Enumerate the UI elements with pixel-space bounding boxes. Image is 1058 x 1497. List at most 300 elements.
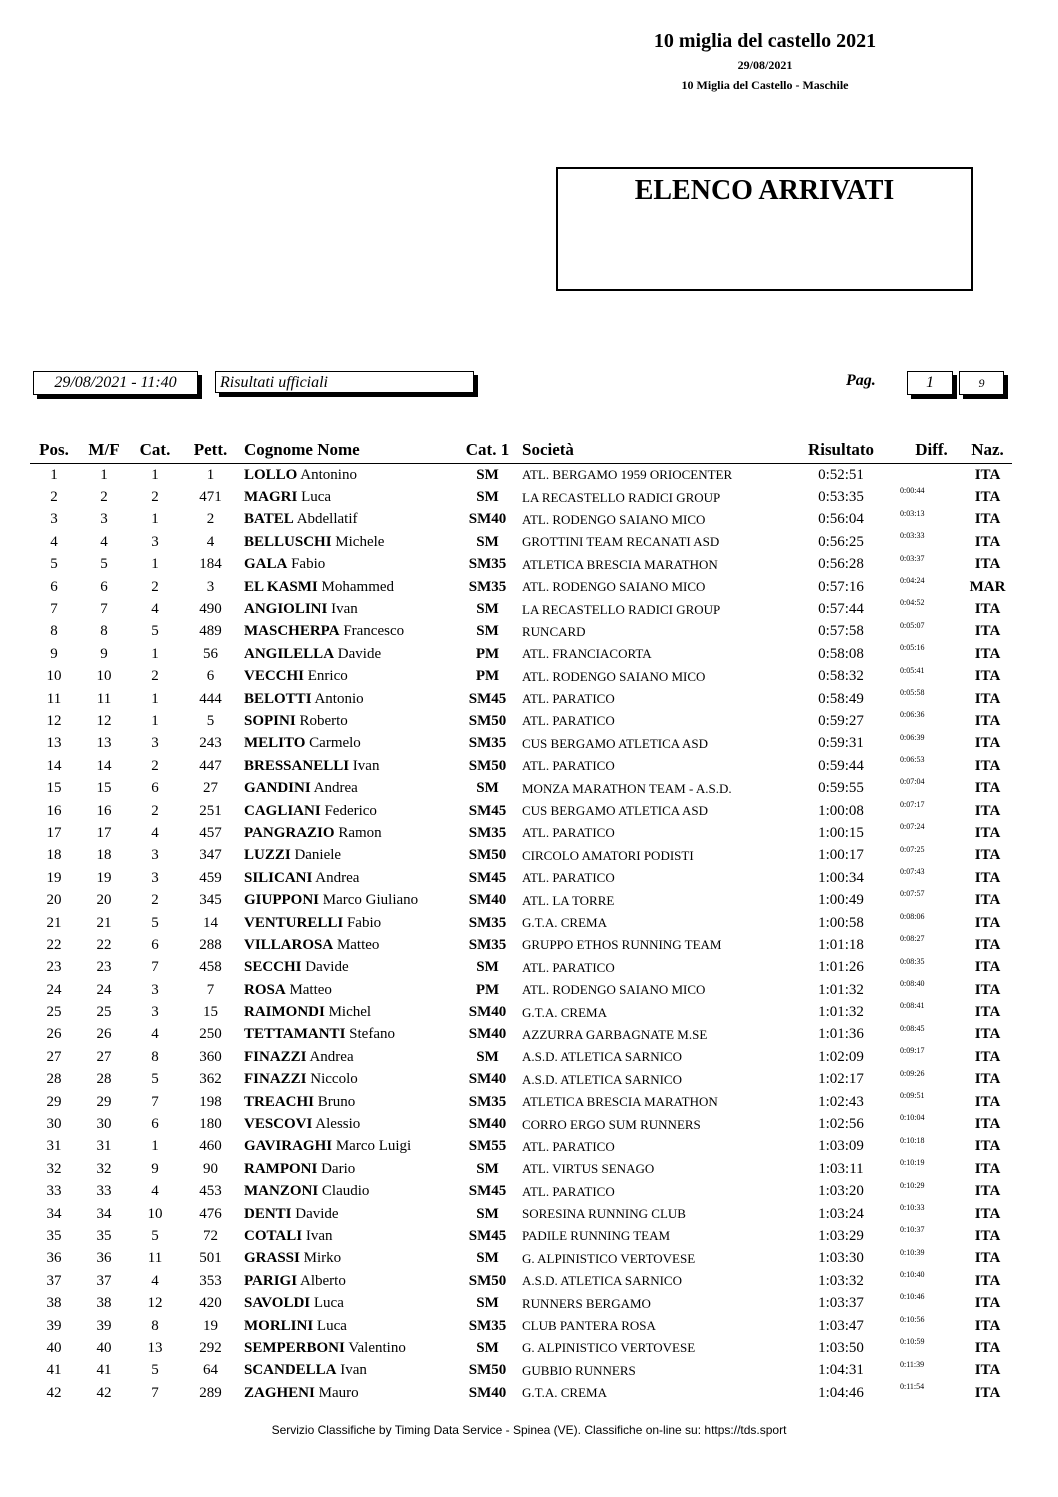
cell-mf: 37 bbox=[96, 1272, 112, 1289]
cell-mf: 34 bbox=[96, 1205, 112, 1222]
cell-cat1: SM50 bbox=[468, 1362, 507, 1379]
cell-pos: 6 bbox=[50, 578, 58, 595]
cell-cat: 2 bbox=[151, 802, 159, 819]
cell-diff: 0:06:53 bbox=[900, 755, 925, 765]
cell-society: ATL. LA TORRE bbox=[522, 892, 615, 908]
first-name: Dario bbox=[321, 1160, 356, 1177]
first-name: Niccolo bbox=[310, 1071, 358, 1088]
table-row bbox=[30, 1001, 1012, 1023]
cell-cat: 13 bbox=[147, 1339, 163, 1356]
cell-cat: 2 bbox=[151, 892, 159, 909]
first-name: Alberto bbox=[300, 1272, 346, 1289]
cell-naz: ITA bbox=[974, 668, 1001, 685]
cell-cat: 3 bbox=[151, 735, 159, 752]
cell-diff: 0:07:04 bbox=[900, 777, 925, 787]
cell-name bbox=[241, 1337, 453, 1359]
cell-diff: 0:10:40 bbox=[900, 1270, 925, 1280]
cell-cat1: SM bbox=[476, 533, 499, 550]
cell-naz: ITA bbox=[974, 936, 1001, 953]
cell-pett: 501 bbox=[199, 1250, 222, 1267]
cell-diff: 0:03:13 bbox=[900, 508, 925, 518]
datetime-box: 29/08/2021 - 11:40 bbox=[33, 371, 198, 395]
cell-mf: 11 bbox=[96, 690, 112, 707]
cell-result: 0:56:04 bbox=[818, 511, 864, 528]
cell-pett: 292 bbox=[199, 1339, 222, 1356]
first-name: Ivan bbox=[305, 1227, 333, 1244]
table-row bbox=[30, 1069, 1012, 1091]
table-row bbox=[30, 889, 1012, 911]
cell-society: CLUB PANTERA ROSA bbox=[522, 1318, 656, 1334]
cell-pos: 22 bbox=[46, 936, 62, 953]
cell-pett: 2 bbox=[206, 511, 215, 528]
table-row bbox=[30, 688, 1012, 710]
cell-result: 1:04:31 bbox=[818, 1362, 864, 1379]
cell-result: 1:02:17 bbox=[818, 1071, 864, 1088]
cell-pett: 490 bbox=[199, 601, 222, 618]
cell-cat1: SM40 bbox=[468, 892, 507, 909]
cell-naz: MAR bbox=[969, 578, 1006, 595]
surname: GIUPPONI bbox=[244, 892, 319, 909]
first-name: Abdellatif bbox=[296, 511, 358, 528]
cell-society: A.S.D. ATLETICA SARNICO bbox=[522, 1273, 682, 1289]
cell-name bbox=[241, 889, 453, 911]
first-name: Luca bbox=[316, 1317, 347, 1334]
cell-society: GROTTINI TEAM RECANATI ASD bbox=[522, 534, 720, 550]
surname: PARIGI bbox=[244, 1272, 298, 1289]
cell-pett: 347 bbox=[199, 847, 222, 864]
cell-result: 0:58:32 bbox=[818, 668, 864, 685]
cell-name bbox=[241, 1158, 453, 1180]
cell-pett: 72 bbox=[203, 1227, 218, 1244]
cell-name bbox=[241, 733, 453, 755]
cell-diff: 0:07:57 bbox=[900, 889, 925, 899]
cell-name bbox=[241, 598, 453, 620]
cell-name bbox=[241, 822, 453, 844]
surname: ROSA bbox=[244, 981, 286, 998]
cell-mf: 12 bbox=[96, 712, 112, 729]
cell-society: ATL. PARATICO bbox=[522, 1138, 615, 1154]
table-row bbox=[30, 979, 1012, 1001]
cell-naz: ITA bbox=[974, 1362, 1001, 1379]
race-date: 29/08/2021 bbox=[737, 58, 793, 72]
first-name: Bruno bbox=[317, 1093, 356, 1110]
table-row bbox=[30, 464, 1012, 487]
cell-result: 1:03:29 bbox=[818, 1227, 864, 1244]
cell-cat1: SM35 bbox=[468, 936, 507, 953]
cell-pos: 8 bbox=[50, 623, 58, 640]
cell-cat1: SM35 bbox=[468, 1317, 507, 1334]
cell-result: 1:00:49 bbox=[818, 892, 864, 909]
cell-pos: 17 bbox=[46, 824, 62, 841]
cell-pos: 31 bbox=[46, 1138, 62, 1155]
first-name: Andrea bbox=[315, 869, 360, 886]
surname: MORLINI bbox=[244, 1317, 314, 1334]
surname: VESCOVI bbox=[244, 1116, 313, 1133]
first-name: Alessio bbox=[315, 1116, 361, 1133]
col-pett: Pett. bbox=[180, 436, 241, 464]
cell-cat1: SM50 bbox=[468, 757, 507, 774]
cell-cat: 1 bbox=[151, 511, 159, 528]
cell-mf: 28 bbox=[96, 1071, 112, 1088]
cell-diff: 0:03:33 bbox=[900, 531, 925, 541]
cell-diff: 0:05:07 bbox=[900, 620, 925, 630]
cell-result: 1:00:17 bbox=[818, 847, 864, 864]
cell-pos: 4 bbox=[50, 533, 58, 550]
col-naz: Naz. bbox=[963, 436, 1012, 464]
cell-pos: 5 bbox=[50, 556, 58, 573]
cell-pett: 251 bbox=[199, 802, 222, 819]
cell-diff bbox=[900, 464, 963, 487]
cell-name bbox=[241, 1315, 453, 1337]
cell-cat: 2 bbox=[151, 757, 159, 774]
table-row bbox=[30, 957, 1012, 979]
cell-name bbox=[241, 867, 453, 889]
cell-naz: ITA bbox=[974, 780, 1001, 797]
table-row bbox=[30, 1315, 1012, 1337]
cell-cat1: SM40 bbox=[468, 1026, 507, 1043]
cell-cat: 5 bbox=[151, 914, 159, 931]
cell-cat1: SM45 bbox=[468, 1183, 507, 1200]
cell-society: ATL. PARATICO bbox=[522, 825, 615, 841]
cell-cat: 1 bbox=[151, 645, 159, 662]
cell-pett: 3 bbox=[206, 578, 215, 595]
results-header-row bbox=[30, 436, 1012, 464]
cell-naz: ITA bbox=[974, 757, 1001, 774]
surname: LOLLO bbox=[244, 466, 298, 483]
cell-diff: 0:10:46 bbox=[900, 1292, 925, 1302]
first-name: Enrico bbox=[307, 668, 348, 685]
cell-pett: 459 bbox=[199, 869, 222, 886]
cell-diff: 0:10:39 bbox=[900, 1247, 925, 1257]
cell-pett: 243 bbox=[199, 735, 222, 752]
cell-mf: 38 bbox=[96, 1295, 112, 1312]
cell-society: G.T.A. CREMA bbox=[522, 1004, 607, 1020]
first-name: Matteo bbox=[289, 981, 332, 998]
cell-cat: 4 bbox=[151, 601, 159, 618]
cell-name bbox=[241, 1024, 453, 1046]
cell-mf: 3 bbox=[100, 511, 108, 528]
col-name: Cognome Nome bbox=[241, 436, 453, 464]
cell-naz: ITA bbox=[974, 511, 1001, 528]
first-name: Antonino bbox=[300, 466, 357, 483]
cell-result: 1:00:15 bbox=[818, 824, 864, 841]
first-name: Ivan bbox=[340, 1362, 367, 1379]
cell-naz: ITA bbox=[974, 712, 1001, 729]
surname: PANGRAZIO bbox=[244, 824, 335, 841]
table-row bbox=[30, 554, 1012, 576]
cell-diff: 0:06:36 bbox=[900, 710, 925, 720]
list-title: ELENCO ARRIVATI bbox=[634, 175, 895, 206]
cell-diff: 0:09:17 bbox=[900, 1046, 925, 1056]
cell-name bbox=[241, 643, 453, 665]
table-row bbox=[30, 1024, 1012, 1046]
table-row bbox=[30, 1337, 1012, 1359]
cell-cat: 6 bbox=[151, 936, 159, 953]
cell-mf: 2 bbox=[100, 489, 108, 506]
cell-cat1: SM bbox=[476, 466, 499, 483]
cell-name bbox=[241, 845, 453, 867]
cell-cat1: SM bbox=[476, 489, 499, 506]
cell-pett: 180 bbox=[199, 1116, 222, 1133]
cell-naz: ITA bbox=[974, 601, 1001, 618]
cell-pos: 39 bbox=[46, 1317, 62, 1334]
cell-cat: 1 bbox=[151, 712, 159, 729]
first-name: Valentino bbox=[348, 1339, 406, 1356]
cell-mf: 17 bbox=[96, 824, 112, 841]
cell-naz: ITA bbox=[974, 1048, 1001, 1065]
cell-naz: ITA bbox=[974, 1317, 1001, 1334]
cell-pett: 288 bbox=[199, 936, 222, 953]
cell-cat: 8 bbox=[151, 1048, 159, 1065]
cell-pett: 457 bbox=[199, 824, 222, 841]
table-row bbox=[30, 1360, 1012, 1382]
cell-mf: 19 bbox=[96, 869, 112, 886]
cell-diff: 0:10:19 bbox=[900, 1158, 925, 1168]
cell-mf: 36 bbox=[96, 1250, 112, 1267]
cell-result: 1:01:32 bbox=[818, 981, 864, 998]
table-row bbox=[30, 486, 1012, 508]
first-name: Matteo bbox=[336, 936, 380, 953]
cell-cat1: SM bbox=[476, 601, 499, 618]
cell-pos: 41 bbox=[46, 1362, 62, 1379]
cell-society: ATL. PARATICO bbox=[522, 758, 615, 774]
surname: ANGILELLA bbox=[244, 645, 335, 662]
race-name: 10 Miglia del Castello - Maschile bbox=[681, 78, 849, 92]
cell-result: 1:02:43 bbox=[818, 1093, 864, 1110]
cell-cat1: SM45 bbox=[468, 869, 507, 886]
cell-result: 1:04:46 bbox=[818, 1384, 864, 1401]
cell-result: 1:01:26 bbox=[818, 959, 864, 976]
cell-pos: 12 bbox=[46, 712, 62, 729]
cell-result: 1:01:36 bbox=[818, 1026, 864, 1043]
cell-cat1: SM45 bbox=[468, 1227, 507, 1244]
cell-result: 1:03:20 bbox=[818, 1183, 864, 1200]
cell-society: LA RECASTELLO RADICI GROUP bbox=[522, 489, 721, 505]
cell-diff: 0:07:43 bbox=[900, 867, 925, 877]
cell-cat: 1 bbox=[151, 690, 159, 707]
cell-mf: 31 bbox=[96, 1138, 112, 1155]
cell-naz: ITA bbox=[974, 981, 1001, 998]
cell-diff: 0:04:24 bbox=[900, 575, 925, 585]
cell-society: CORRO ERGO SUM RUNNERS bbox=[522, 1116, 701, 1132]
cell-result: 1:03:11 bbox=[818, 1160, 864, 1177]
cell-cat: 1 bbox=[151, 1138, 159, 1155]
cell-pos: 42 bbox=[46, 1384, 62, 1401]
cell-diff: 0:07:25 bbox=[900, 844, 925, 854]
cell-result: 0:57:58 bbox=[818, 623, 864, 640]
cell-cat: 12 bbox=[147, 1295, 163, 1312]
cell-diff: 0:08:40 bbox=[900, 978, 925, 988]
cell-cat: 9 bbox=[151, 1160, 159, 1177]
cell-naz: ITA bbox=[974, 892, 1001, 909]
cell-cat1: SM50 bbox=[468, 847, 507, 864]
table-row bbox=[30, 1158, 1012, 1180]
table-row bbox=[30, 845, 1012, 867]
table-row bbox=[30, 576, 1012, 598]
cell-cat1: SM45 bbox=[468, 802, 507, 819]
cell-result: 0:57:44 bbox=[818, 601, 864, 618]
cell-diff: 0:10:18 bbox=[900, 1135, 925, 1145]
col-pos: Pos. bbox=[30, 436, 78, 464]
first-name: Michele bbox=[335, 533, 385, 550]
cell-cat: 4 bbox=[151, 1183, 159, 1200]
cell-pett: 447 bbox=[199, 757, 222, 774]
cell-society: RUNNERS BERGAMO bbox=[522, 1295, 651, 1311]
first-name: Mirko bbox=[303, 1250, 342, 1267]
cell-cat: 1 bbox=[151, 466, 159, 483]
cell-cat: 4 bbox=[151, 1026, 159, 1043]
cell-diff: 0:09:51 bbox=[900, 1090, 925, 1100]
cell-result: 1:03:24 bbox=[818, 1205, 864, 1222]
cell-result: 1:00:34 bbox=[818, 869, 864, 886]
cell-cat1: SM35 bbox=[468, 824, 507, 841]
cell-cat: 5 bbox=[151, 1362, 159, 1379]
page-number: 1 bbox=[907, 371, 953, 395]
cell-cat1: SM bbox=[476, 1339, 499, 1356]
cell-cat: 3 bbox=[151, 869, 159, 886]
cell-mf: 26 bbox=[96, 1026, 112, 1043]
surname: MAGRI bbox=[244, 489, 298, 506]
cell-name bbox=[241, 1001, 453, 1023]
cell-naz: ITA bbox=[974, 914, 1001, 931]
surname: VENTURELLI bbox=[244, 914, 344, 931]
cell-pett: 64 bbox=[203, 1362, 218, 1379]
cell-diff: 0:08:27 bbox=[900, 934, 925, 944]
cell-society: G. ALPINISTICO VERTOVESE bbox=[522, 1250, 696, 1266]
cell-name bbox=[241, 1069, 453, 1091]
cell-cat: 8 bbox=[151, 1317, 159, 1334]
cell-pos: 34 bbox=[46, 1205, 62, 1222]
cell-result: 1:03:50 bbox=[818, 1339, 864, 1356]
cell-cat1: SM40 bbox=[468, 1071, 507, 1088]
surname: SECCHI bbox=[244, 959, 302, 976]
cell-naz: ITA bbox=[974, 1138, 1001, 1155]
cell-mf: 14 bbox=[96, 757, 112, 774]
cell-naz: ITA bbox=[974, 1026, 1001, 1043]
cell-result: 0:57:16 bbox=[818, 578, 864, 595]
cell-cat: 11 bbox=[147, 1250, 163, 1267]
cell-mf: 24 bbox=[96, 981, 112, 998]
cell-name bbox=[241, 1382, 453, 1404]
cell-pos: 40 bbox=[46, 1339, 62, 1356]
cell-society: A.S.D. ATLETICA SARNICO bbox=[522, 1049, 682, 1065]
cell-diff: 0:05:41 bbox=[900, 665, 925, 675]
cell-name bbox=[241, 554, 453, 576]
cell-mf: 15 bbox=[96, 780, 112, 797]
cell-naz: ITA bbox=[974, 1205, 1001, 1222]
cell-name bbox=[241, 979, 453, 1001]
first-name: Fabio bbox=[346, 914, 382, 931]
first-name: Carmelo bbox=[309, 735, 361, 752]
results-table bbox=[30, 436, 1012, 1404]
cell-pett: 345 bbox=[199, 892, 222, 909]
cell-mf: 20 bbox=[96, 892, 112, 909]
status-box: Risultati ufficiali bbox=[215, 371, 474, 393]
cell-diff: 0:10:29 bbox=[900, 1180, 925, 1190]
cell-name bbox=[241, 1181, 453, 1203]
cell-name bbox=[241, 666, 453, 688]
surname: BRESSANELLI bbox=[244, 757, 350, 774]
first-name: Mauro bbox=[318, 1384, 359, 1401]
first-name: Federico bbox=[324, 802, 377, 819]
cell-name bbox=[241, 531, 453, 553]
cell-result: 0:59:55 bbox=[818, 780, 864, 797]
cell-society: ATL. BERGAMO 1959 ORIOCENTER bbox=[522, 467, 733, 483]
cell-cat: 5 bbox=[151, 1071, 159, 1088]
cell-result: 1:03:37 bbox=[818, 1295, 864, 1312]
first-name: Luca bbox=[301, 489, 332, 506]
cell-pos: 15 bbox=[46, 780, 62, 797]
cell-cat: 3 bbox=[151, 981, 159, 998]
surname: SAVOLDI bbox=[244, 1295, 311, 1312]
table-row bbox=[30, 666, 1012, 688]
cell-diff: 0:08:06 bbox=[900, 911, 925, 921]
cell-cat1: SM35 bbox=[468, 578, 507, 595]
first-name: Marco Luigi bbox=[335, 1138, 412, 1155]
cell-cat1: SM35 bbox=[468, 914, 507, 931]
cell-society: MONZA MARATHON TEAM - A.S.D. bbox=[522, 780, 732, 796]
cell-mf: 39 bbox=[96, 1317, 112, 1334]
cell-pett: 5 bbox=[206, 712, 215, 729]
cell-diff: 0:08:41 bbox=[900, 1001, 925, 1011]
surname: MASCHERPA bbox=[244, 623, 340, 640]
first-name: Davide bbox=[305, 959, 349, 976]
first-name: Fabio bbox=[291, 556, 326, 573]
cell-cat: 7 bbox=[151, 1384, 159, 1401]
cell-name bbox=[241, 934, 453, 956]
col-mf: M/F bbox=[78, 436, 130, 464]
cell-result: 1:03:32 bbox=[818, 1272, 864, 1289]
cell-name bbox=[241, 576, 453, 598]
cell-diff: 0:07:24 bbox=[900, 822, 925, 832]
cell-cat: 4 bbox=[151, 1272, 159, 1289]
surname: RAIMONDI bbox=[244, 1004, 325, 1021]
cell-pos: 35 bbox=[46, 1227, 62, 1244]
first-name: Daniele bbox=[294, 847, 342, 864]
cell-naz: ITA bbox=[974, 847, 1001, 864]
col-society: Società bbox=[522, 436, 782, 464]
cell-result: 0:53:35 bbox=[818, 489, 864, 506]
cell-naz: ITA bbox=[974, 735, 1001, 752]
cell-mf: 33 bbox=[96, 1183, 112, 1200]
cell-pos: 26 bbox=[46, 1026, 62, 1043]
cell-pett: 14 bbox=[203, 914, 218, 931]
cell-cat1: SM bbox=[476, 623, 499, 640]
cell-cat1: SM40 bbox=[468, 511, 507, 528]
cell-mf: 30 bbox=[96, 1116, 112, 1133]
cell-cat: 5 bbox=[151, 623, 159, 640]
cell-cat1: SM bbox=[476, 1250, 499, 1267]
table-row bbox=[30, 509, 1012, 531]
cell-cat1: SM45 bbox=[468, 690, 507, 707]
cell-cat: 2 bbox=[151, 668, 159, 685]
cell-pos: 21 bbox=[46, 914, 62, 931]
cell-pett: 460 bbox=[199, 1138, 222, 1155]
cell-mf: 13 bbox=[96, 735, 112, 752]
cell-naz: ITA bbox=[974, 489, 1001, 506]
cell-society: ATL. RODENGO SAIANO MICO bbox=[522, 668, 706, 684]
cell-mf: 40 bbox=[96, 1339, 112, 1356]
cell-result: 0:56:28 bbox=[818, 556, 864, 573]
cell-naz: ITA bbox=[974, 959, 1001, 976]
first-name: Stefano bbox=[349, 1026, 395, 1043]
cell-naz: ITA bbox=[974, 533, 1001, 550]
cell-mf: 8 bbox=[100, 623, 108, 640]
surname: TETTAMANTI bbox=[244, 1026, 346, 1043]
surname: SILICANI bbox=[244, 869, 313, 886]
cell-name bbox=[241, 688, 453, 710]
cell-society: ATL. PARATICO bbox=[522, 959, 615, 975]
